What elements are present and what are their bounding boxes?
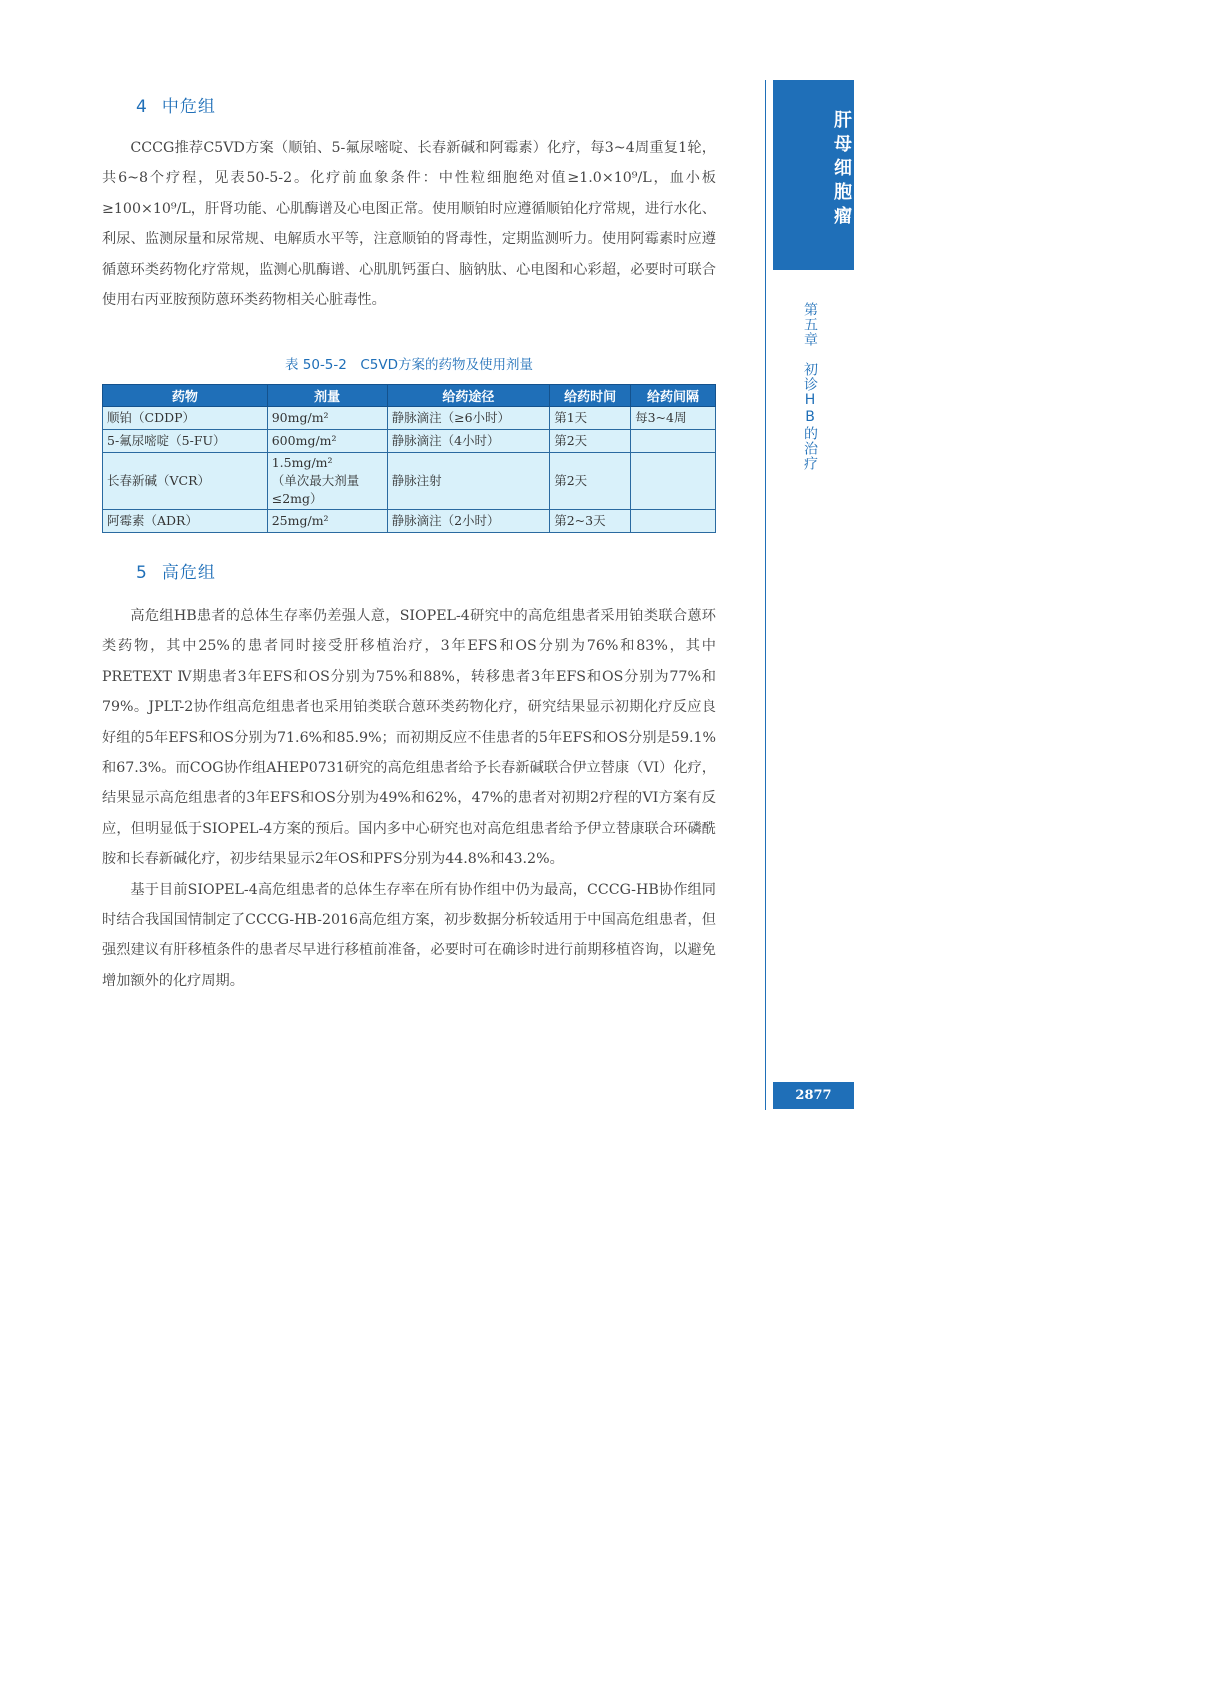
table-cell: 静脉注射 [387,453,550,510]
table-row [103,453,716,510]
table-cell: 静脉滴注（4小时） [387,430,550,453]
table-caption: 表 50-5-2 C5VD方案的药物及使用剂量 [284,357,534,373]
section-number: 4 [136,97,148,117]
paragraph-text: CCCG推荐C5VD方案（顺铂、5-氟尿嘧啶、长春新碱和阿霉素）化疗，每3~4周重复1轮，共6~8个疗程，见表50-5-2。化疗前血象条件：中性粒细胞绝对值≥1.0×10⁹/L，血小板≥100×10⁹/L，肝肾功能、心肌酶谱及心电图正常。使用顺铂时应遵循顺铂化疗常规，进行水化、利尿、监测尿量和尿常规、电解质水平等，注意顺铂的肾毒性，定期监测听力。使用阿霉素时应遵循蒽环类药物化疗常规，监测心肌酶谱、心肌肌钙蛋白、脑钠肽、心电图和心彩超，必要时可联合使用右丙亚胺预防蒽环类药物相关心脏毒性。 [102,140,716,309]
section-title: 高危组 [161,563,216,583]
page-number: 2877 [773,1082,854,1109]
table-cell: 静脉滴注（≥6小时） [387,407,550,430]
table-row [103,430,716,453]
table-cell: 长春新碱（VCR） [103,453,268,510]
column-header: 剂量 [267,385,387,407]
section-4-heading [136,92,216,117]
table-cell: 第2天 [550,453,631,510]
table-row [103,407,716,430]
table-cell [631,510,716,533]
section-5-heading [136,558,216,583]
table-cell: 阿霉素（ADR） [103,510,268,533]
table-cell: 第2天 [550,430,631,453]
table-cell: 5-氟尿嘧啶（5-FU） [103,430,268,453]
table-cell: 静脉滴注（2小时） [387,510,550,533]
table-cell: 第2~3天 [550,510,631,533]
table-cell: 90mg/m² [267,407,387,430]
margin-rule [765,80,766,1110]
section-running-head: 第五章 初诊HB的治疗 [802,302,818,471]
column-header: 药物 [103,385,268,407]
chapter-title: 肝母细胞瘤 [831,110,852,230]
section-number: 5 [136,563,148,583]
paragraph-text: 高危组HB患者的总体生存率仍差强人意，SIOPEL-4研究中的高危组患者采用铂类联合蒽环类药物，其中25%的患者同时接受肝移植治疗，3年EFS和OS分别为76%和83%，其中PRETEXT Ⅳ期患者3年EFS和OS分别为75%和88%，转移患者3年EFS和OS分别为77%和79%。JPLT-2协作组高危组患者也采用铂类联合蒽环类药物化疗，研究结果显示初期化疗反应良好组的5年EFS和OS分别为71.6%和85.9%；而初期反应不佳患者的5年EFS和OS分别是59.1%和67.3%。而COG协作组AHEP0731研究的高危组患者给予长春新碱联合伊立替康（VI）化疗，结果显示高危组患者的3年EFS和OS分别为49%和62%，47%的患者对初期2疗程的VI方案有反应，但明显低于SIOPEL-4方案的预后。国内多中心研究也对高危组患者给予伊立替康联合环磷酰胺和长春新碱化疗，初步结果显示2年OS和PFS分别为44.8%和43.2%。 [102,608,716,868]
paragraph-intermediate-risk [102,133,716,315]
column-header: 给药间隔 [631,385,716,407]
table-cell: 600mg/m² [267,430,387,453]
table-header-row [103,385,716,407]
section-title: 中危组 [161,97,216,117]
paragraph-high-risk [102,601,716,996]
table-cell: 25mg/m² [267,510,387,533]
table-cell: 顺铂（CDDP） [103,407,268,430]
table-cell: 1.5mg/m² （单次最大剂量≤2mg） [267,453,387,510]
table-cell [631,430,716,453]
table-cell: 第1天 [550,407,631,430]
chapter-tab [773,80,854,270]
c5vd-dosage-table [102,384,716,533]
paragraph-text: 基于目前SIOPEL-4高危组患者的总体生存率在所有协作组中仍为最高，CCCG-HB协作组同时结合我国国情制定了CCCG-HB-2016高危组方案，初步数据分析较适用于中国高危组患者，但强烈建议有肝移植条件的患者尽早进行移植前准备，必要时可在确诊时进行前期移植咨询，以避免增加额外的化疗周期。 [102,881,716,989]
table-row [103,510,716,533]
table-cell [631,453,716,510]
table-cell: 每3~4周 [631,407,716,430]
column-header: 给药途径 [387,385,550,407]
column-header: 给药时间 [550,385,631,407]
